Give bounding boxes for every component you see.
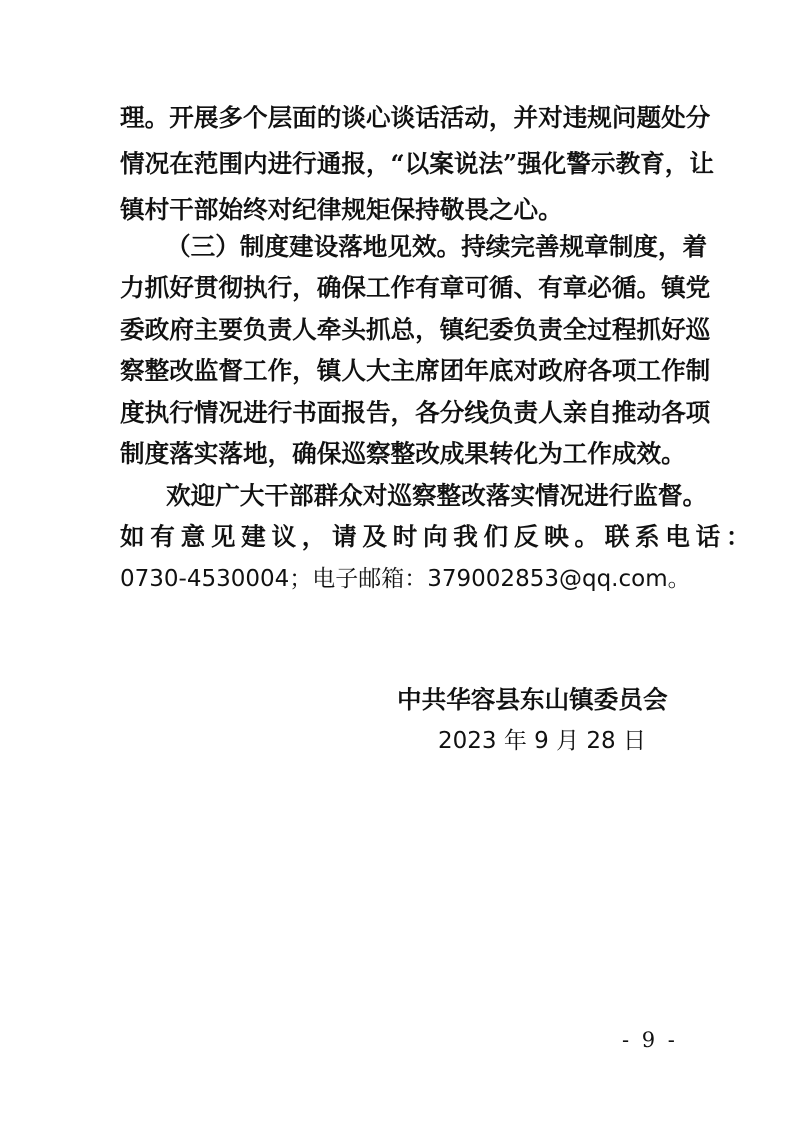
paragraph-2-line-4: 察整改监督工作，镇人大主席团年底对政府各项工作制 <box>120 356 711 385</box>
signing-date: 2023 年 9 月 28 日 <box>438 728 646 754</box>
paragraph-3-line-3: 0730-4530004；电子邮箱：379002853@qq.com。 <box>120 566 691 592</box>
page-number: - 9 - <box>622 1028 678 1052</box>
paragraph-2-line-3: 委政府主要负责人牵头抓总，镇纪委负责全过程抓好巡 <box>120 315 711 344</box>
paragraph-3-line-2: 如有意见建议，请及时向我们反映。联系电话： <box>120 522 757 551</box>
signing-organization: 中共华容县东山镇委员会 <box>397 685 668 714</box>
paragraph-2-line-2: 力抓好贯彻执行，确保工作有章可循、有章必循。镇党 <box>120 273 711 302</box>
paragraph-2-line-6: 制度落实落地，确保巡察整改成果转化为工作成效。 <box>120 439 686 468</box>
paragraph-2-line-5: 度执行情况进行书面报告，各分线负责人亲自推动各项 <box>120 398 711 427</box>
paragraph-1-line-2: 情况在范围内进行通报，“以案说法”强化警示教育，让 <box>120 149 714 178</box>
paragraph-1-line-3: 镇村干部始终对纪律规矩保持敬畏之心。 <box>120 195 563 224</box>
paragraph-3-line-1: 欢迎广大干部群众对巡察整改落实情况进行监督。 <box>166 481 708 510</box>
paragraph-2-line-1: （三）制度建设落地见效。持续完善规章制度，着 <box>166 232 708 261</box>
paragraph-1-line-1: 理。开展多个层面的谈心谈话活动，并对违规问题处分 <box>120 103 711 132</box>
